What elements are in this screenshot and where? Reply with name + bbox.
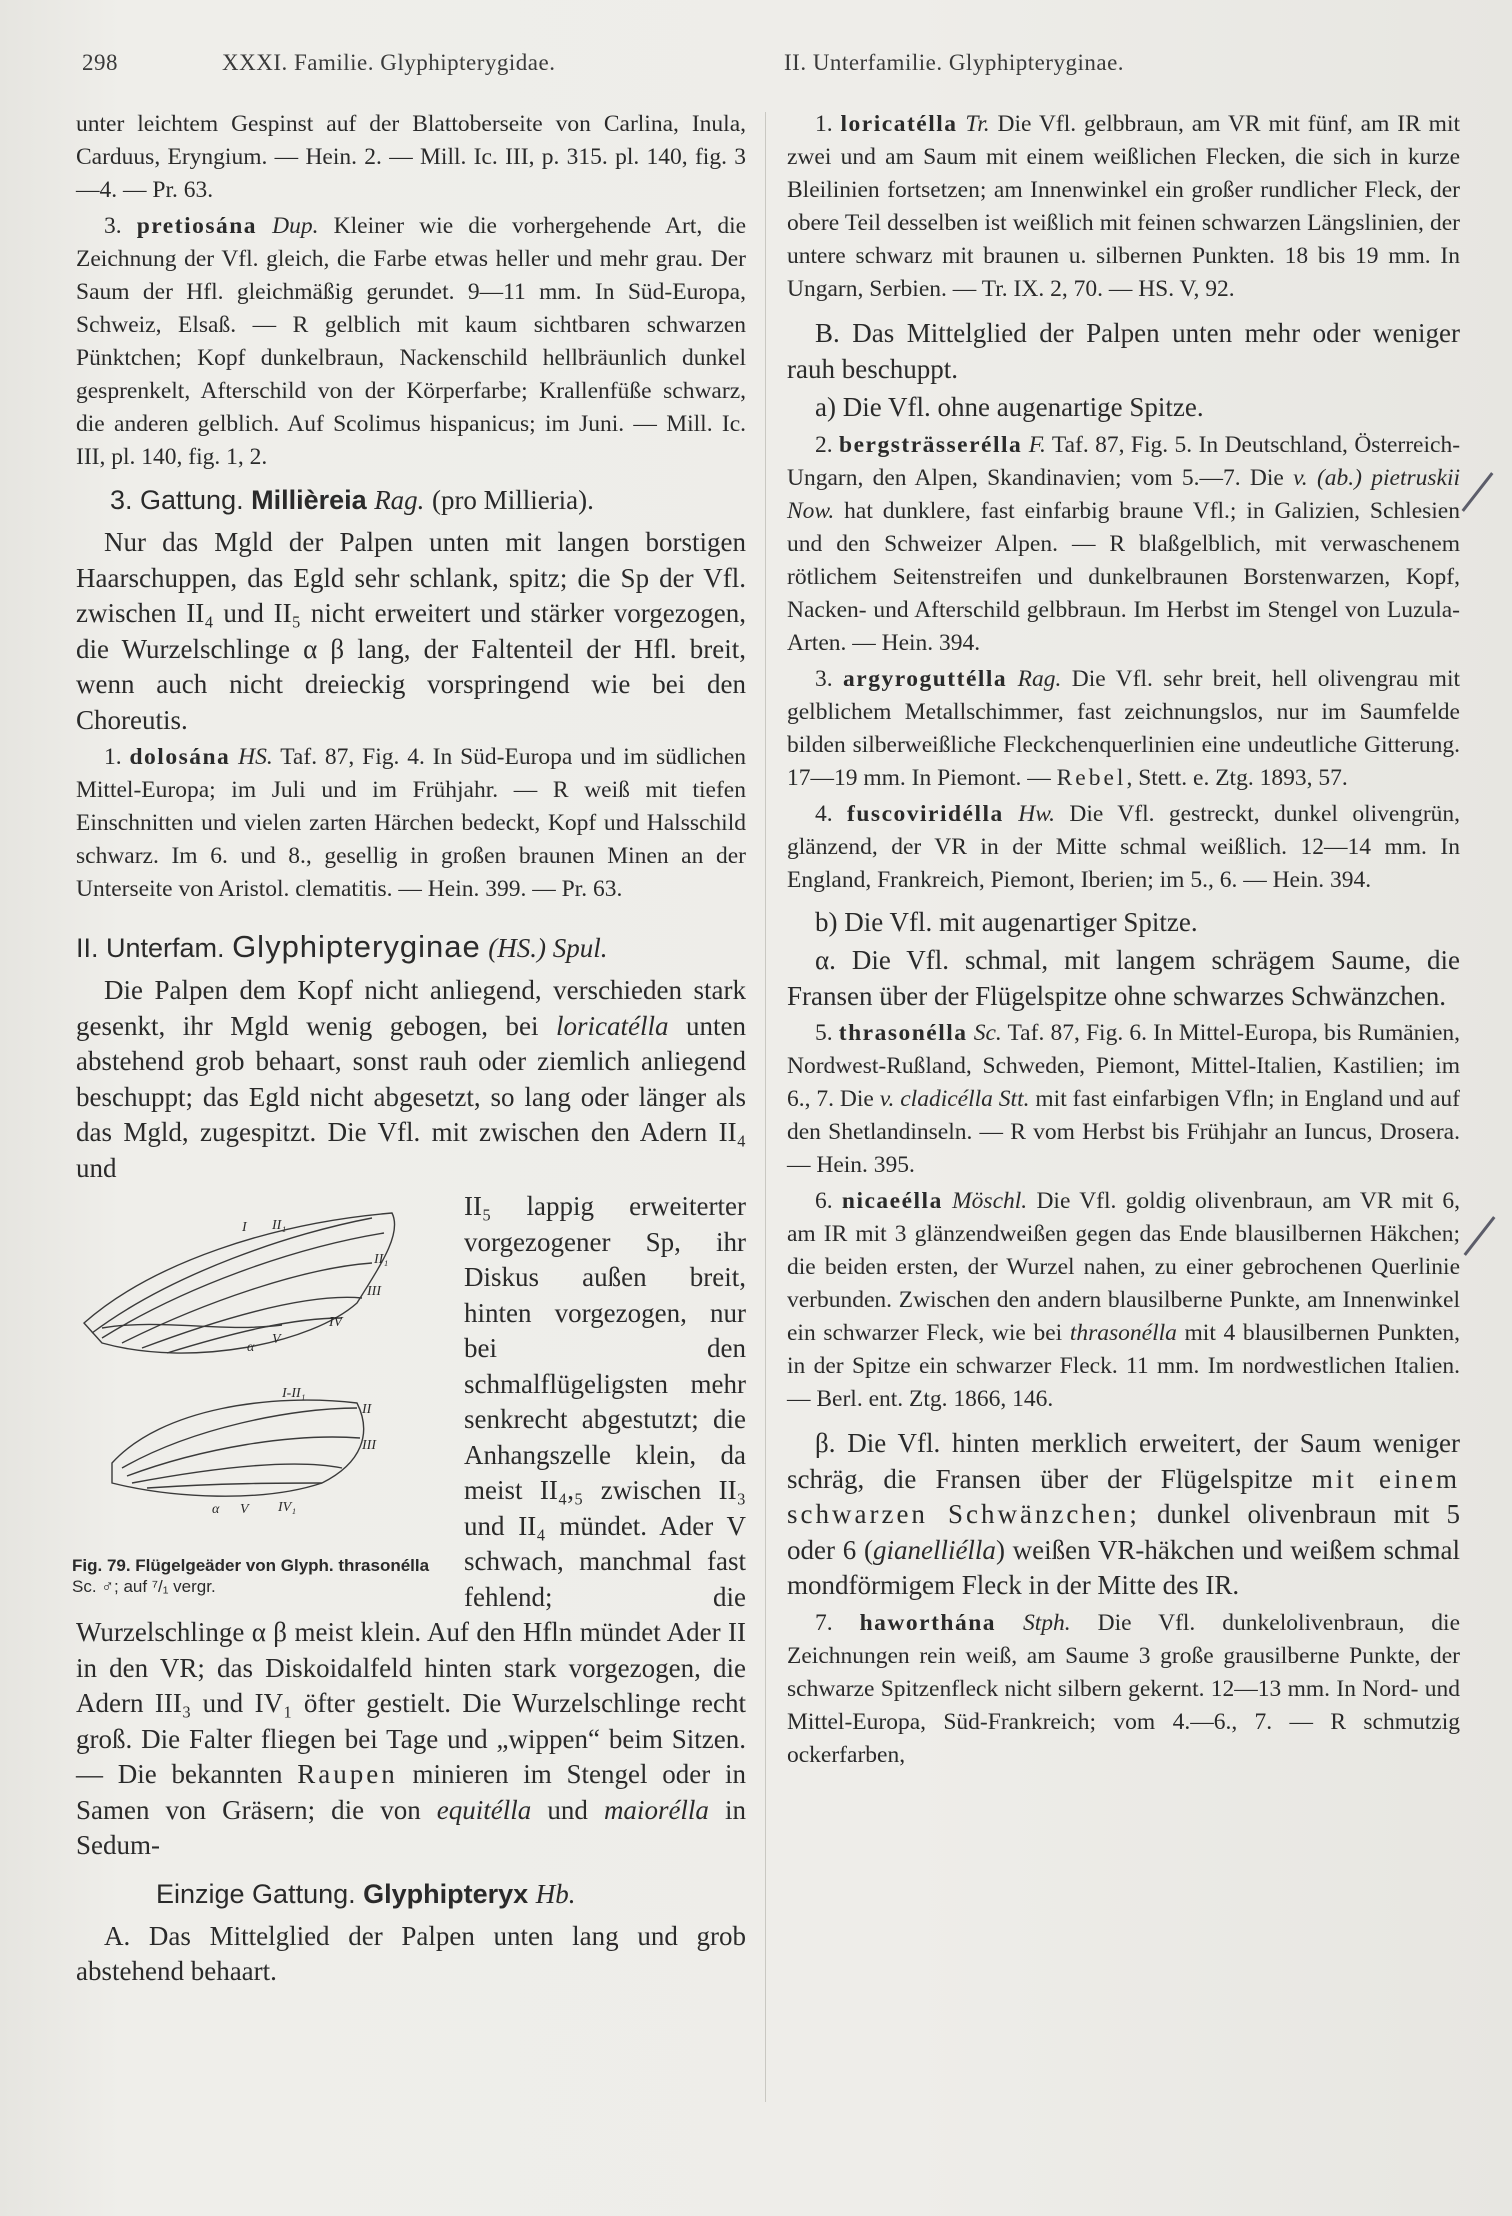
species-author: Sc. [973,1020,1002,1046]
fig-label: II [362,1402,372,1417]
species-name: argyroguttélla [843,665,1008,692]
subfamily-name: Glyphipteryginae [232,929,481,964]
species-entry-thrasonella: 5. thrasonélla Sc. Taf. 87, Fig. 6. In Mittel-Europa, bis Rumänien, Nordwest-Rußland, Schweden, Piemont, Mittel-Italien, Kastilien; im 6., 7. Die v. cladicélla Stt. mit fast einfarbigen Vfln; in England und auf den Shetlandinseln. — R vom Herbst bis Frühjahr an Iuncus, Drosera. — Hein. 395. [787,1020,1460,1178]
species-author: Möschl. [952,1188,1028,1214]
subfamily-description: Die Palpen dem Kopf nicht anliegend, verschieden stark gesenkt, ihr Mgld wenig gebogen, bei loricatélla unten abstehend grob behaart, sonst rauh oder ziemlich anliegend beschuppt; das Egld nicht abgesetzt, so lang oder länger als das Mgld, zugespitzt. Die Vfl. mit zwischen den Adern II₄ und [76,975,746,1183]
beta-description: β. Die Vfl. hinten merklich erweitert, der Saum weniger schräg, die Fransen über der Flügelspitze mit einem schwarzen Schwänzchen; dunkel olivenbraun mit 5 oder 6 (gianelliélla) weißen VR-häkchen und weißem schmal mondförmigem Fleck in der Mitte des IR. [787,1428,1461,1600]
fig-label: α [247,1340,255,1355]
fig-label: III [367,1284,381,1299]
group-ba-description: a) Die Vfl. ohne augenartige Spitze. [815,392,1204,422]
fig-label: IV [329,1315,343,1330]
pencil-mark [1462,472,1494,512]
running-header [82,50,1462,90]
group-bb-description: b) Die Vfl. mit augenartiger Spitze. [815,906,1198,937]
header-left-title: XXXI. Familie. Glyphipterygidae. [222,50,556,75]
genus-description: Nur das Mgld der Palpen unten mit langen borstigen Haarschuppen, das Egld sehr schlank, spitz; die Sp der Vfl. zwischen II₄ und II₅ nicht erweitert und stärker vorgezogen, die Wurzelschlinge α β lang, der Faltenteil der Hfl. breit, wenn auch nicht dreieckig vorspringend wie bei den Choreutis. [76,527,746,735]
species-entry-loricatella: 1. loricatélla Tr. Die Vfl. gelbbraun, am VR mit fünf, am IR mit zwei und am Saum mit einem weißlichen Flecken, die sich in kurze Bleilinien fortsetzen; am Innenwinkel ein großer rundlicher Fleck, der obere Teil desselben ist weißlich mit feinen schwarzen Längslinien, der untere schwarz mit braunen u. silbernen Punkten. 18 bis 19 mm. In Ungarn, Serbien. — Tr. IX. 2, 70. — HS. V, 92. [787,111,1461,302]
species-author: Rag. [1017,665,1062,692]
fig-label: IV₁ [278,1500,297,1515]
fig-label: α [212,1502,220,1517]
column-divider [765,112,766,2102]
fig-label: I [242,1220,247,1235]
species-author: Hw. [1018,800,1055,827]
species-author: Stph. [1023,1609,1071,1636]
group-a-description: A. Das Mittelglied der Palpen unten lang und grob abstehend behaart. [76,1920,746,1986]
genus-heading-glyphipteryx: Einzige Gattung. Glyphipteryx Hb. [156,1878,576,1909]
species-name: nicaeélla [841,1188,943,1214]
species-author: F. [1028,431,1046,458]
species-entry-fuscoviridella: 4. fuscoviridélla Hw. Die Vfl. gestreckt, dunkel olivengrün, glänzend, der VR in der Mitte schmal weißlich. 12—14 mm. In England, Frankreich, Piemont, Iberien; im 5., 6. — Hein. 394. [787,800,1461,893]
right-column [787,108,1460,1775]
alpha-description: α. Die Vfl. schmal, mit langem schrägem Saume, die Fransen über der Flügelspitze ohne schwarzes Schwänzchen. [787,945,1460,1011]
wing-diagram [72,1193,452,1553]
species-entry-dolosana: 1. dolosána HS. Taf. 87, Fig. 4. In Süd-Europa und im südlichen Mittel-Europa; im Juli und im Frühjahr. — R weiß mit tiefen Einschnitten und vielen zarten Härchen bedeckt, Kopf und Halsschild schwarz. Im 6. und 8., gesellig in großen braunen Minen an der Unterseite von Aristol. clematitis. — Hein. 399. — Pr. 63. [76,744,747,902]
species-name: thrasonélla [838,1020,968,1046]
species-name: dolosána [129,744,231,770]
species-entry-bergstraesserella: 2. bergstrӓsserélla F. Taf. 87, Fig. 5. In Deutschland, Österreich-Ungarn, den Alpen, Skandinavien; vom 5.—7. Die v. (ab.) pietruskii Now. hat dunklere, fast einfarbig braune Vfl.; in Galizien, Schlesien und den Schweizer Alpen. — R blaßgelblich, mit verwaschenem rötlichem Seitenstreifen und dunkelbraunen Borstenwarzen, Kopf, Nacken- und Afterschild gelbbraun. Im Herbst im Stengel von Luzula-Arten. — Hein. 394. [787,431,1461,656]
species-name: bergstrӓsserélla [839,431,1023,458]
genus-name: Glyphipteryx [363,1878,529,1909]
genus-name: Millièreia [251,485,367,515]
fig-label: V [240,1502,249,1517]
species-entry-argyroguttella: 3. argyroguttélla Rag. Die Vfl. sehr breit, hell olivengrau mit gelblichem Metallschimmer, fast zeichnungslos, nur im Saumfelde bilden silberweißliche Fleckchenquerlinien eine undeutliche Gitterung. 17—19 mm. In Piemont. — Rebel, Stett. e. Ztg. 1893, 57. [787,665,1461,791]
fig-label: II₁ [374,1252,389,1267]
continued-paragraph: unter leichtem Gespinst auf der Blattoberseite von Carlina, Inula, Carduus, Eryngium. — Hein. 2. — Mill. Ic. III, p. 315. pl. 140, fig. 3—4. — Pr. 63. [76,111,746,203]
species-entry-nicaeella: 6. nicaeélla Möschl. Die Vfl. goldig olivenbraun, am VR mit 6, am IR mit 3 glänzendweißen gegen das Ende blausilbernen Häkchen; die beiden ersten, der Wurzel nahen, zu einer gebrochenen Querlinie verbunden. Zwischen den andern blausilberne Punkte, am Innenwinkel ein schwarzer Fleck, wie bei thrasonélla mit 4 blausilbernen Punkten, in der Spitze ein schwarzer Fleck. 11 mm. Im nordwestlichen Italien. — Berl. ent. Ztg. 1866, 146. [787,1188,1461,1412]
header-right-title: II. Unterfamilie. Glyphipteryginae. [784,50,1125,75]
fig-label: II₁ [272,1218,287,1233]
species-entry-pretiosana: 3. pretiosána Dup. Kleiner wie die vorhergehende Art, die Zeichnung der Vfl. gleich, die Farbe etwas heller und mehr grau. Der Saum der Hfl. gleichmäßig gerundet. 9—11 mm. In Süd-Europa, Schweiz, Elsaß. — R gelblich mit kaum sichtbaren schwarzen Pünktchen; Kopf dunkelbraun, Nackenschild hellbräunlich dunkel gesprenkelt, Afterschild von der Körperfarbe; Krallenfüße schwarz, die anderen gelblich. Auf Scolimus hispanicus; im Juni. — Mill. Ic. III, pl. 140, fig. 1, 2. [76,213,747,470]
species-name: fuscoviridélla [847,800,1004,827]
species-name: pretiosána [136,213,258,239]
left-column [72,108,747,1993]
figure-caption: Fig. 79. Flügelgeäder von Glyph. thrasonélla Sc. ♂; auf ⁷/₁ vergr. [72,1556,430,1596]
species-name: loricatélla [840,111,958,137]
group-b-description: B. Das Mittelglied der Palpen unten mehr oder weniger rauh beschuppt. [787,318,1460,384]
fig-label: V [272,1332,281,1347]
genus-heading-milliereia: 3. Gattung. Millièreia Rag. (pro Millieria). [110,485,594,515]
species-author: HS. [238,744,273,770]
species-entry-haworthana: 7. haworthána Stph. Die Vfl. dunkelolivenbraun, die Zeichnungen rein weiß, am Saume 3 große grausilberne Punkte, der schwarze Spitzenfleck nicht silbern gekernt. 12—13 mm. In Nord- und Mittel-Europa, Süd-Frankreich; vom 4.—6., 7. — R schmutzig ockerfarben, [787,1609,1461,1768]
species-name: haworthána [859,1609,997,1636]
subfamily-heading: II. Unterfam. Glyphipteryginae (HS.) Spul. [76,929,608,964]
fig-label: I-II₁ [282,1386,306,1401]
fig-label: III [362,1438,376,1453]
wing-venation-figure [72,1193,452,1613]
page-number: 298 [82,50,118,75]
subfamily-description-cont: II₅ lappig erweiterter vorgezogener Sp, ihr Diskus außen breit, hinten vorgezogen, nur bei den schmalflügeligsten mehr senkrecht abgestutzt; die Anhangszelle klein, da meist II₄,₅ zwischen II₃ und II₄ mündet. Ader V schwach, manchmal fast fehlend; die Wurzelschlinge α β meist klein. Auf den Hfln mündet Ader II in den VR; das Diskoidalfeld hinten stark vorgezogen, die Adern III₃ und IV₁ öfter gestielt. Die Wurzelschlinge recht groß. Die Falter fliegen bei Tage und „wippen“ beim Sitzen. — Die bekannten Raupen minieren im Stengel oder in Samen von Gräsern; die von equitélla und maiorélla in Sedum- [76,1191,747,1860]
species-author: Tr. [965,111,990,137]
pencil-mark [1464,1216,1496,1256]
species-author: Dup. [272,213,319,239]
